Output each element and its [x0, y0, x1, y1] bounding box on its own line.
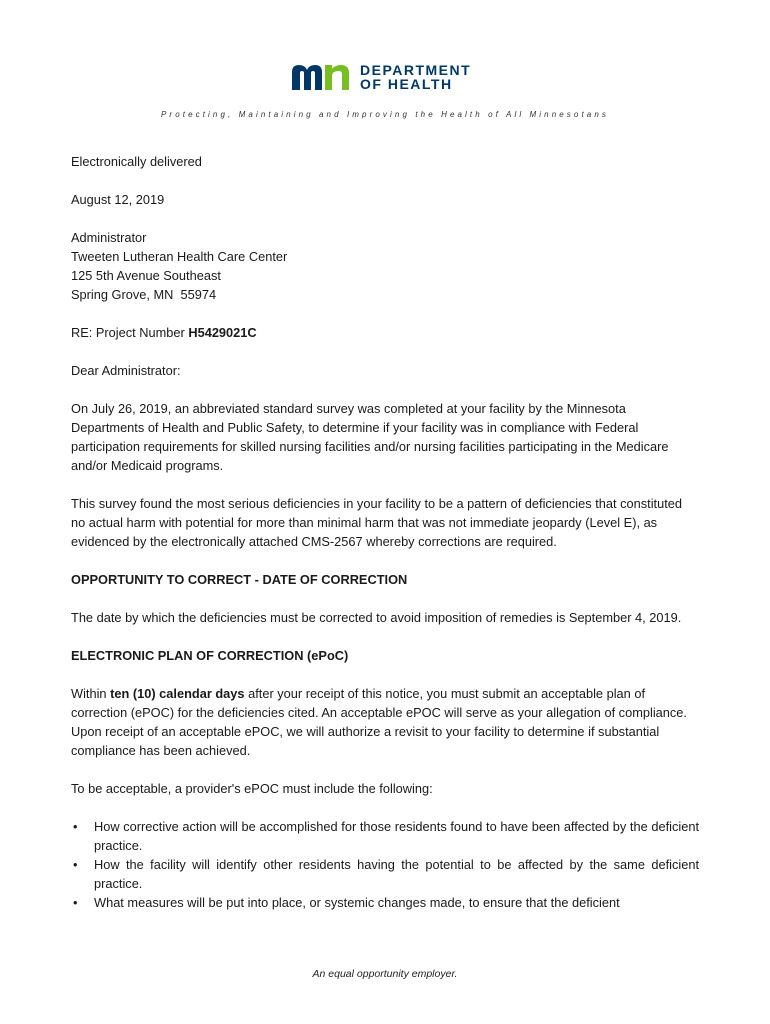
bullet-icon: •	[73, 819, 78, 834]
logo-text	[360, 63, 471, 91]
footer-text: An equal opportunity employer.	[312, 968, 458, 980]
re-prefix: RE: Project Number	[71, 325, 189, 340]
bullet-icon: •	[73, 857, 78, 872]
epoc-post: after your receipt of this notice, you must submit an acceptable plan of correction (ePOC) for the deficiencies cited. An acceptable ePOC will serve as your allegation of compliance. Upon receipt of an acceptable ePOC, we will authorize a revisit to your facility to determine if substantial compliance has been achieved.	[71, 686, 691, 758]
paragraph-survey: On July 26, 2019, an abbreviated standard survey was completed at your facility by the Minnesota Departments of Health and Public Safety, to determine if your facility was in compliance with Federal participation requirements for skilled nursing facilities and/or nursing facilities participating in the Medicare and/or Medicaid programs.	[71, 401, 669, 473]
recipient-address	[71, 228, 699, 304]
project-number: H5429021C	[188, 325, 257, 340]
mdh-logo	[290, 62, 471, 92]
list-item-text: What measures will be put into place, or systemic changes made, to ensure that the deficient	[94, 895, 620, 910]
logo-line1: DEPARTMENT	[360, 62, 472, 78]
delivery-method: Electronically delivered	[71, 154, 202, 169]
paragraph-epoc	[71, 684, 699, 760]
list-item	[71, 855, 699, 893]
list-item-text: How corrective action will be accomplished for those residents found to have been affected by the deficient practice.	[94, 819, 699, 853]
list-item-text: How the facility will identify other residents having the potential to be affected by the same deficient practice.	[94, 857, 699, 891]
paragraph-findings: This survey found the most serious deficiencies in your facility to be a pattern of deficiencies that constituted no actual harm with potential for more than minimal harm that was not immediate jeopardy (Level E), as evidenced by the electronically attached CMS-2567 whereby corrections are required.	[71, 496, 683, 549]
address-line-4: Spring Grove, MN 55974	[71, 287, 217, 302]
letter-date: August 12, 2019	[71, 192, 165, 207]
bullet-icon: •	[73, 895, 78, 910]
logo-line2: OF HEALTH	[360, 76, 453, 92]
re-line	[71, 323, 699, 342]
address-line-2: Tweeten Lutheran Health Care Center	[71, 249, 288, 264]
letter-body	[71, 152, 699, 912]
address-line-3: 125 5th Avenue Southeast	[71, 268, 221, 283]
mn-logo-icon	[290, 62, 354, 92]
epoc-pre: Within	[71, 686, 111, 701]
address-line-1: Administrator	[71, 230, 147, 245]
paragraph-correction-date: The date by which the deficiencies must be corrected to avoid imposition of remedies is September 4, 2019.	[71, 610, 682, 625]
heading-opportunity-to-correct: OPPORTUNITY TO CORRECT - DATE OF CORRECTION	[71, 572, 408, 587]
epoc-requirements-list	[71, 817, 699, 912]
list-item	[71, 893, 699, 912]
tagline: Protecting, Maintaining and Improving the Health of All Minnesotans	[161, 110, 609, 119]
salutation: Dear Administrator:	[71, 363, 181, 378]
epoc-deadline: ten (10) calendar days	[110, 686, 245, 701]
heading-epoc: ELECTRONIC PLAN OF CORRECTION (ePoC)	[71, 648, 349, 663]
list-item	[71, 817, 699, 855]
paragraph-epoc-requirements: To be acceptable, a provider's ePOC must include the following:	[71, 781, 433, 796]
